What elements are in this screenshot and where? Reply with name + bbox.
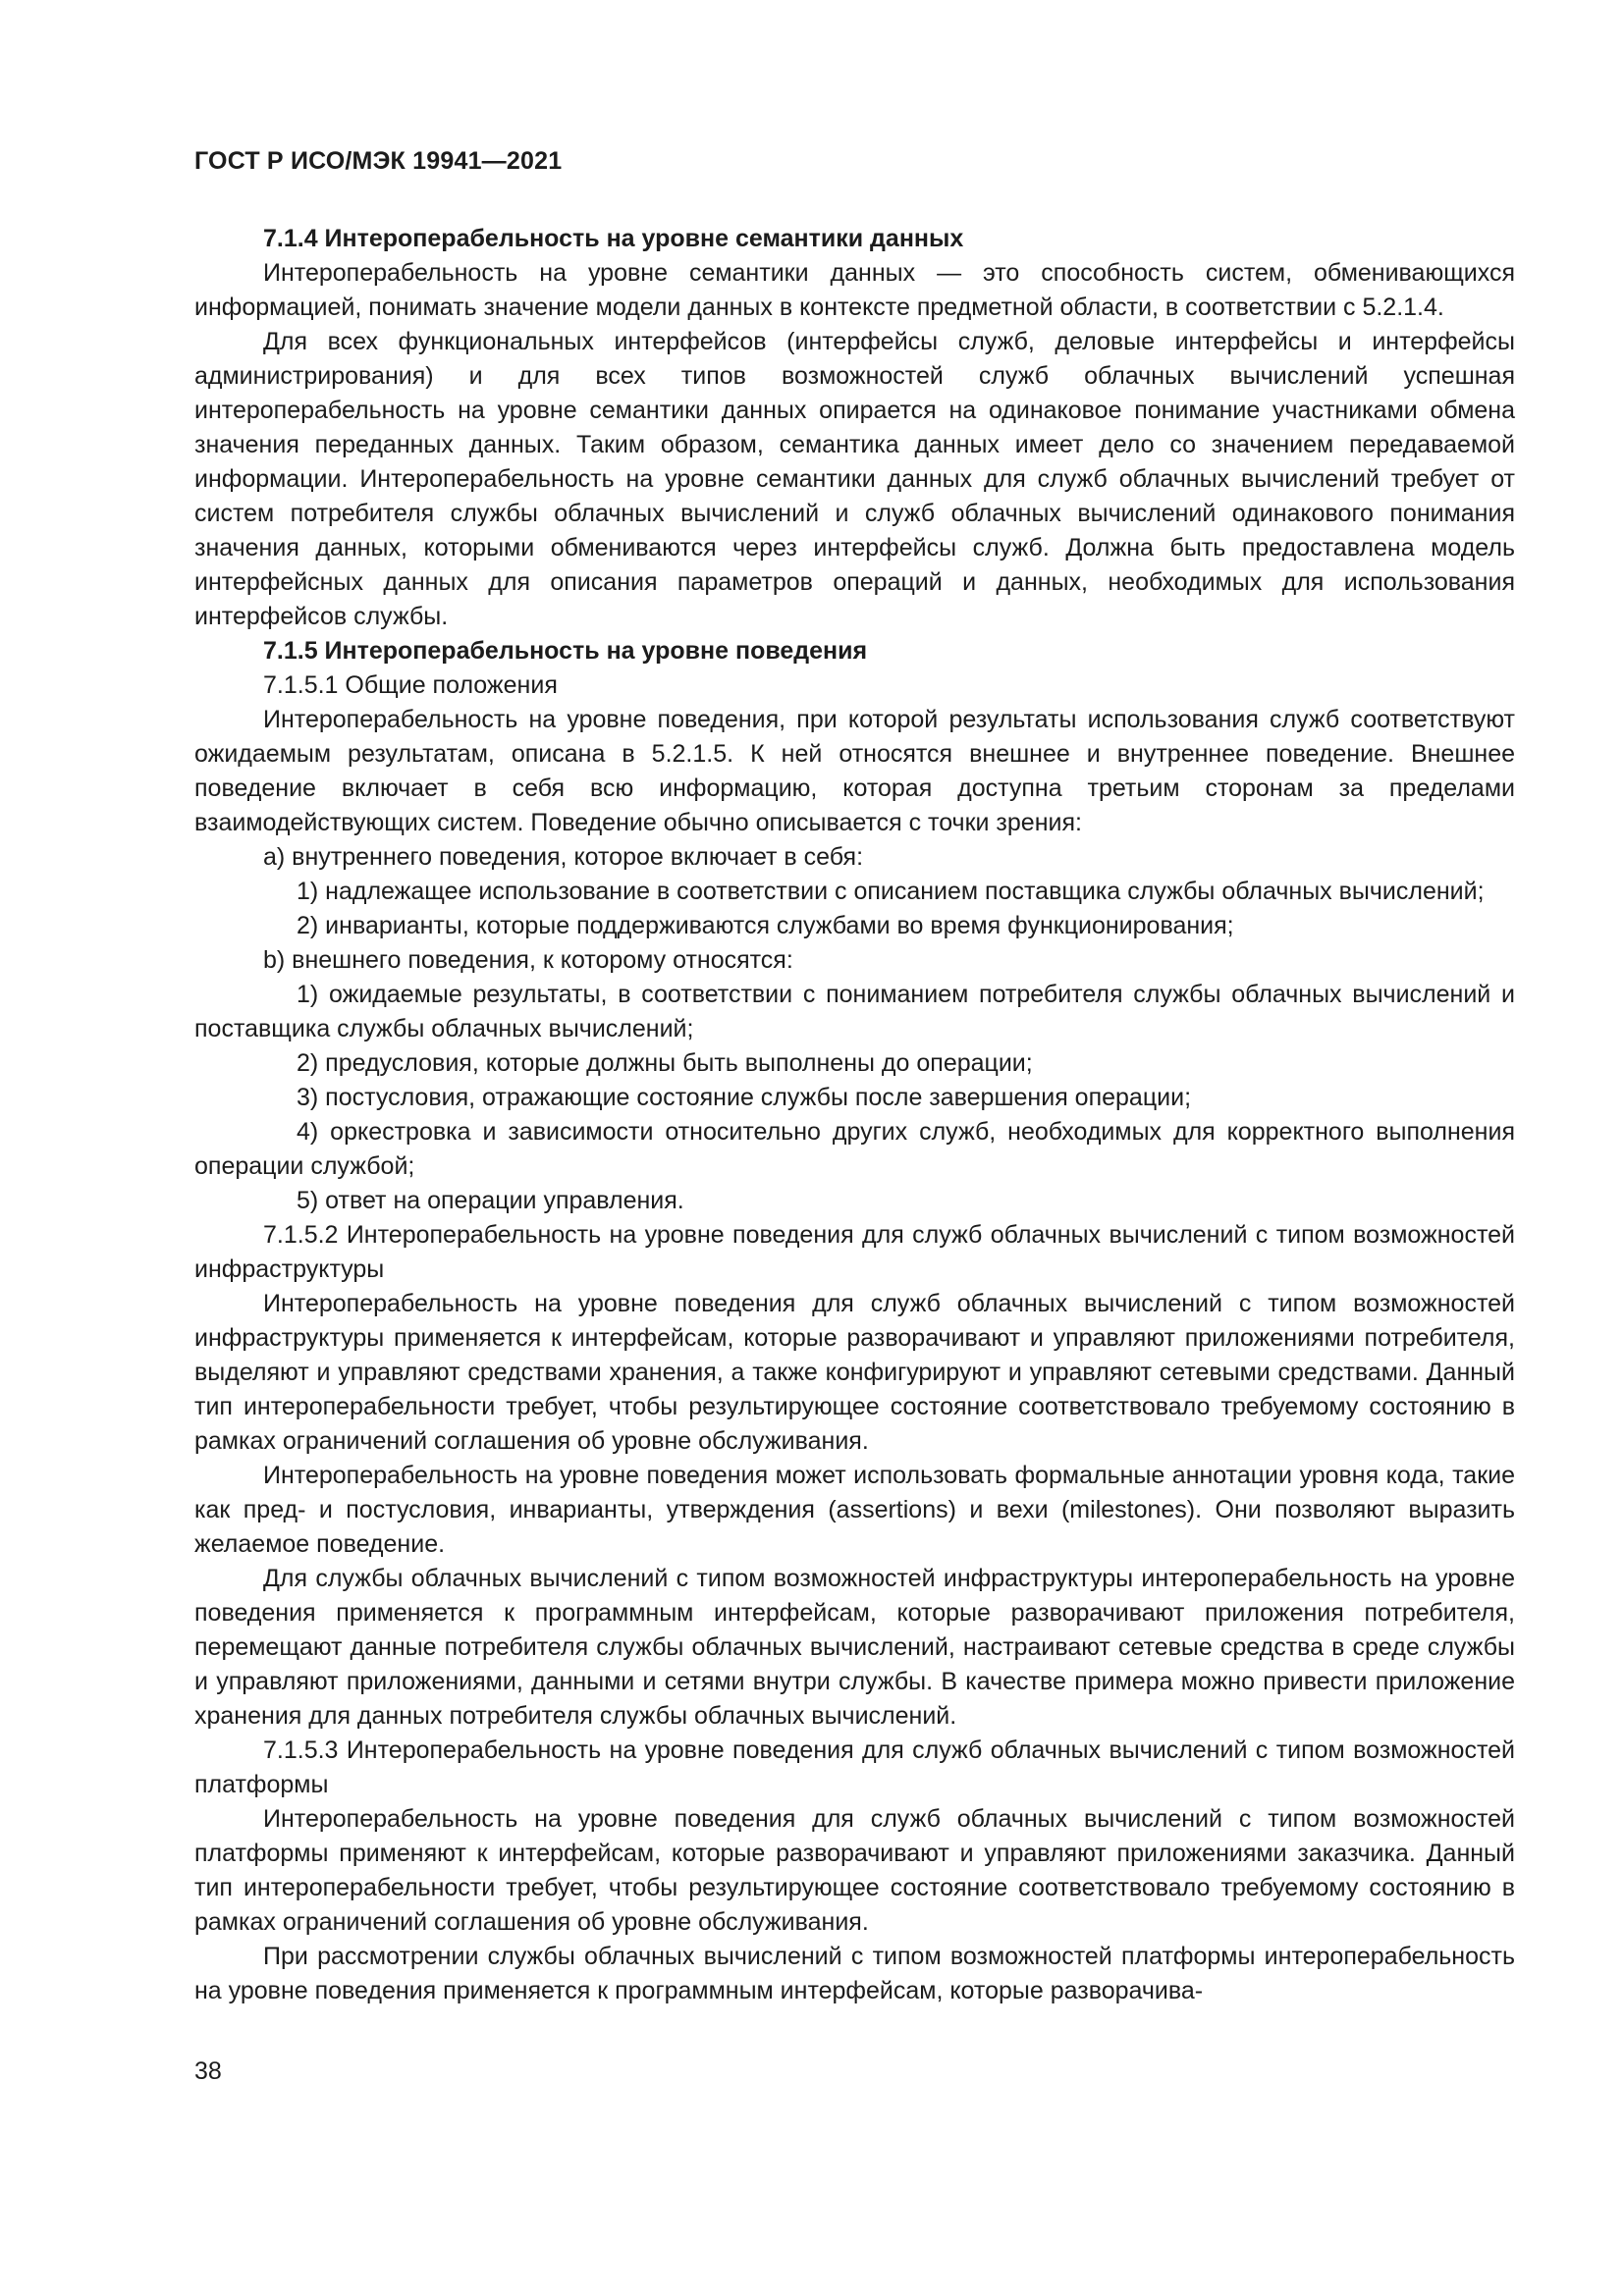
list-subitem: 5) ответ на операции управления.: [297, 1187, 684, 1214]
section-heading-7-1-4: 7.1.4 Интероперабельность на уровне семантики данных: [263, 225, 964, 252]
body-paragraph: Интероперабельность на уровне поведения для служб облачных вычислений с типом возможностей инфраструктуры применяется к интерфейсам, которые разворачивают и управляют приложениями потребителя, выделяют и управляют средствами хранения, а также конфигурируют и управляют сетевыми средствами. Данный тип интероперабельности требует, чтобы результирующее состояние соответствовало требуемому состоянию в рамках ограничений соглашения об уровне обслуживания.: [194, 1290, 1515, 1455]
subsection-heading-7-1-5-2: 7.1.5.2 Интероперабельность на уровне поведения для служб облачных вычислений с типом возможностей инфраструктуры: [194, 1221, 1515, 1283]
page-number: 38: [194, 2057, 222, 2085]
body-paragraph: Для службы облачных вычислений с типом возможностей инфраструктуры интероперабельность на уровне поведения применяется к программным интерфейсам, которые разворачивают приложения потребителя, перемещают данные потребителя службы облачных вычислений, настраивают сетевые средства в среде службы и управляют приложениями, данными и сетями внутри службы. В качестве примера можно привести приложение хранения для данных потребителя службы облачных вычислений.: [194, 1565, 1515, 1730]
subsection-heading-7-1-5-1: 7.1.5.1 Общие положения: [263, 671, 558, 699]
body-paragraph: Интероперабельность на уровне поведения, при которой результаты использования служб соответствуют ожидаемым результатам, описана в 5.2.1.5. К ней относятся внешнее и внутреннее поведение. Внешнее поведение включает в себя всю информацию, которая доступна третьим сторонам за пределами взаимодействующих систем. Поведение обычно описывается с точки зрения:: [194, 706, 1515, 836]
list-subitem: 3) постусловия, отражающие состояние службы после завершения операции;: [297, 1084, 1192, 1111]
list-subitem: 1) ожидаемые результаты, в соответствии с пониманием потребителя службы облачных вычислений и поставщика службы облачных вычислений;: [194, 981, 1515, 1042]
list-item-a: a) внутреннего поведения, которое включает в себя:: [263, 843, 864, 871]
body-paragraph: При рассмотрении службы облачных вычислений с типом возможностей платформы интероперабельность на уровне поведения применяется к программным интерфейсам, которые разворачива-: [194, 1943, 1515, 2004]
section-heading-7-1-5: 7.1.5 Интероперабельность на уровне поведения: [263, 637, 868, 665]
document-body: [194, 222, 1515, 2008]
body-paragraph: Для всех функциональных интерфейсов (интерфейсы служб, деловые интерфейсы и интерфейсы администрирования) и для всех типов возможностей служб облачных вычислений успешная интероперабельность на уровне семантики данных опирается на одинаковое понимание участниками обмена значения переданных данных. Таким образом, семантика данных имеет дело со значением передаваемой информации. Интероперабельность на уровне семантики данных для служб облачных вычислений требует от систем потребителя службы облачных вычислений и служб облачных вычислений одинакового понимания значения данных, которыми обмениваются через интерфейсы служб. Должна быть предоставлена модель интерфейсных данных для описания параметров операций и данных, необходимых для использования интерфейсов службы.: [194, 328, 1515, 630]
standard-header: ГОСТ Р ИСО/МЭК 19941—2021: [194, 147, 563, 175]
list-subitem: 1) надлежащее использование в соответствии с описанием поставщика службы облачных вычислений;: [297, 878, 1485, 905]
list-subitem: 4) оркестровка и зависимости относительно других служб, необходимых для корректного выполнения операции службой;: [194, 1118, 1515, 1180]
list-item-b: b) внешнего поведения, к которому относятся:: [263, 946, 793, 974]
list-subitem: 2) предусловия, которые должны быть выполнены до операции;: [297, 1049, 1033, 1077]
body-paragraph: Интероперабельность на уровне семантики данных — это способность систем, обменивающихся информацией, понимать значение модели данных в контексте предметной области, в соответствии с 5.2.1.4.: [194, 259, 1515, 321]
body-paragraph: Интероперабельность на уровне поведения может использовать формальные аннотации уровня кода, такие как пред- и постусловия, инварианты, утверждения (assertions) и вехи (milestones). Они позволяют выразить желаемое поведение.: [194, 1462, 1515, 1558]
subsection-heading-7-1-5-3: 7.1.5.3 Интероперабельность на уровне поведения для служб облачных вычислений с типом возможностей платформы: [194, 1736, 1515, 1798]
body-paragraph: Интероперабельность на уровне поведения для служб облачных вычислений с типом возможностей платформы применяют к интерфейсам, которые разворачивают и управляют приложениями заказчика. Данный тип интероперабельности требует, чтобы результирующее состояние соответствовало требуемому состоянию в рамках ограничений соглашения об уровне обслуживания.: [194, 1805, 1515, 1936]
list-subitem: 2) инварианты, которые поддерживаются службами во время функционирования;: [297, 912, 1234, 939]
